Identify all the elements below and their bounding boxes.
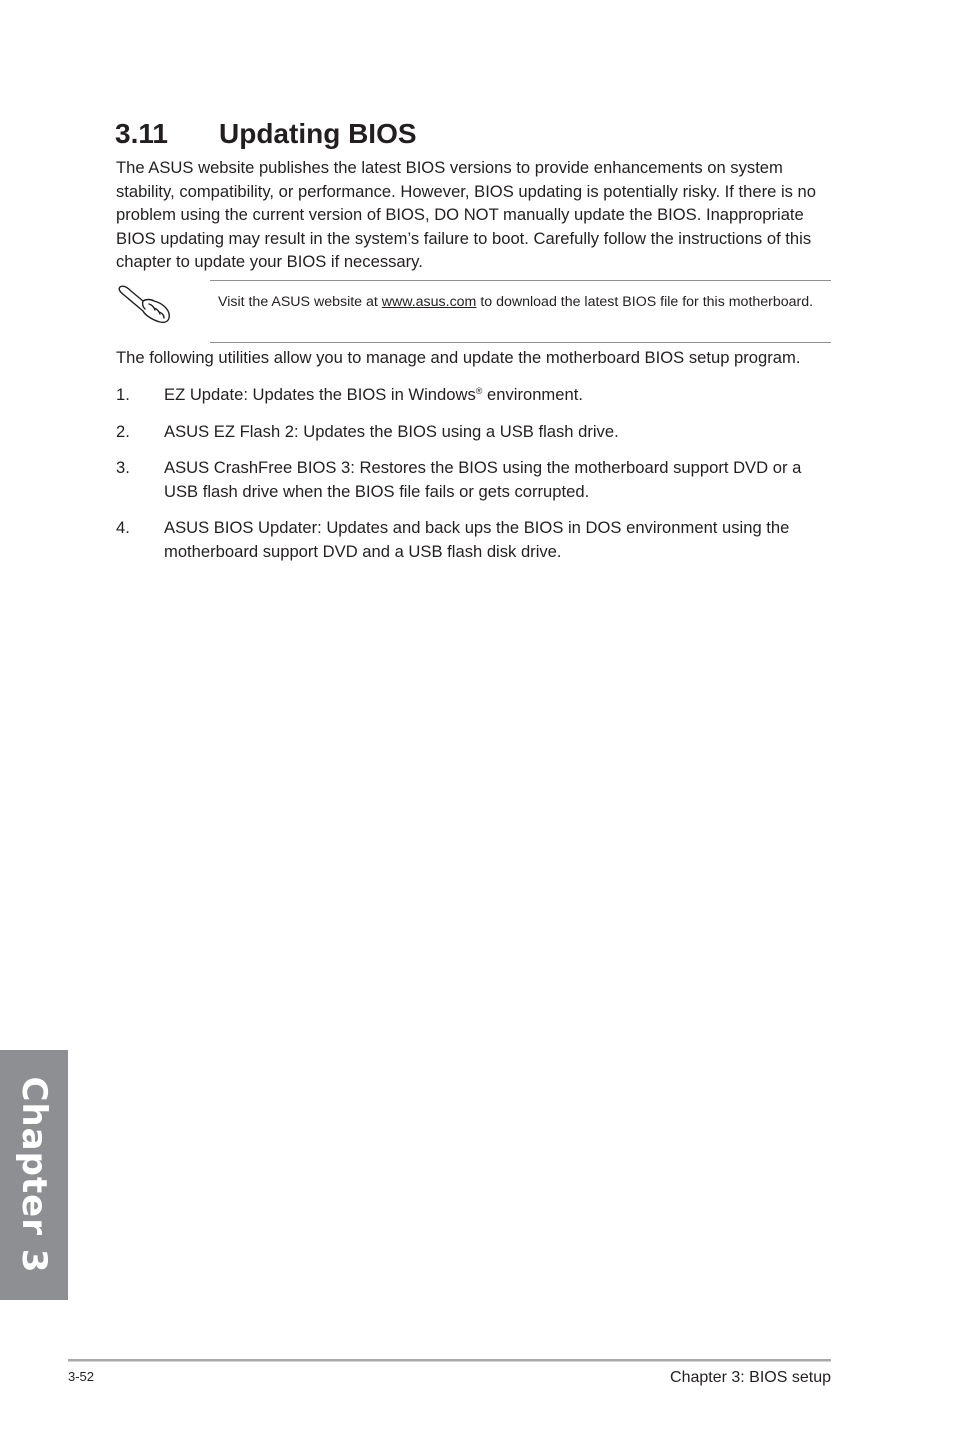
registered-mark: ® — [475, 386, 483, 396]
footer-chapter-title: Chapter 3: BIOS setup — [670, 1369, 831, 1386]
list-item-index: 1. — [116, 385, 130, 404]
section-title: Updating BIOS — [219, 118, 417, 149]
list-item-text: ASUS BIOS Updater: Updates and back ups the BIOS in DOS environment using the motherboard support DVD and a USB flash disk drive. — [164, 518, 790, 561]
list-item-text: EZ Update: Updates the BIOS in Windows — [164, 385, 476, 404]
list-item-index: 4. — [116, 518, 130, 538]
section-number: 3.11 — [115, 118, 168, 149]
list-item-index: 2. — [116, 421, 130, 441]
list-item — [116, 420, 836, 444]
intro-paragraph: The ASUS website publishes the latest BIOS versions to provide enhancements on system stability, compatibility, or performance. However, BIOS updating is potentially risky. If there is no problem using the current version of BIOS, DO NOT manually update the BIOS. Inappropriate BIOS updating may result in the system’s failure to boot. Carefully follow the instructions of this chapter to update your BIOS if necessary. — [116, 158, 816, 272]
note-prefix: Visit the ASUS website at — [218, 294, 382, 310]
pointing-hand-icon — [116, 283, 174, 325]
chapter-tab-label: Chapter 3 — [14, 1076, 54, 1274]
list-item-text: ASUS CrashFree BIOS 3: Restores the BIOS using the motherboard support DVD or a USB flash drive when the BIOS file fails or gets corrupted. — [164, 458, 802, 501]
footer-divider — [68, 1359, 831, 1362]
footer-page-number: 3-52 — [68, 1369, 95, 1384]
chapter-side-tab — [0, 1050, 68, 1300]
list-item — [116, 383, 836, 407]
note-box — [210, 280, 831, 343]
list-item-text: ASUS EZ Flash 2: Updates the BIOS using a USB flash drive. — [164, 421, 619, 441]
utilities-list — [116, 383, 836, 577]
utilities-lead: The following utilities allow you to manage and update the motherboard BIOS setup program. — [116, 348, 801, 367]
note-suffix: to download the latest BIOS file for this motherboard. — [476, 294, 814, 310]
list-item-text-after: environment. — [482, 385, 583, 404]
section-heading — [115, 116, 417, 152]
list-item — [116, 456, 836, 503]
list-item — [116, 516, 836, 563]
list-item-index: 3. — [116, 458, 130, 478]
asus-website-link[interactable]: www.asus.com — [381, 294, 477, 310]
note-text — [218, 292, 818, 313]
